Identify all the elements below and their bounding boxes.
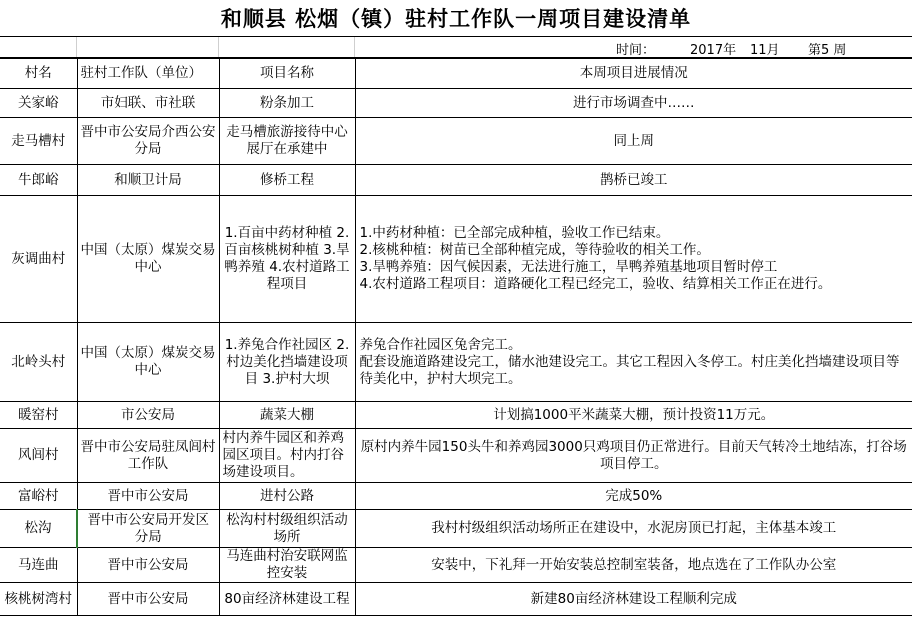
village-cell: 风闾村	[0, 429, 77, 483]
header-unit: 驻村工作队（单位）	[77, 59, 219, 89]
progress-cell: 新建80亩经济林建设工程顺利完成	[355, 583, 912, 616]
village-cell: 关家峪	[0, 89, 77, 118]
progress-cell: 安装中，下礼拜一开始安装总控制室装备，地点选在了工作队办公室	[355, 548, 912, 583]
project-cell: 粉条加工	[219, 89, 355, 118]
progress-cell: 鹊桥已竣工	[355, 165, 912, 196]
unit-cell: 和顺卫计局	[77, 165, 219, 196]
table-row	[0, 118, 912, 165]
progress-cell: 进行市场调查中……	[355, 89, 912, 118]
village-cell: 核桃树湾村	[0, 583, 77, 616]
table-row	[0, 165, 912, 196]
table-row	[0, 323, 912, 402]
village-cell: 富峪村	[0, 483, 77, 510]
project-cell: 1.百亩中药材种植 2.百亩核桃树种植 3.旱鸭养殖 4.农村道路工程项目	[219, 196, 355, 323]
progress-cell: 原村内养牛园150头牛和养鸡园3000只鸡项目仍正常进行。目前天气转冷土地结冻，打谷场项目停工。	[355, 429, 912, 483]
project-cell: 1.养兔合作社园区 2.村边美化挡墙建设项目 3.护村大坝	[219, 323, 355, 402]
table-row	[0, 402, 912, 429]
village-cell: 北岭头村	[0, 323, 77, 402]
table-row	[0, 548, 912, 583]
unit-cell: 晋中市公安局	[77, 583, 219, 616]
time-year: 2017年	[690, 43, 737, 58]
project-table	[0, 58, 912, 616]
project-cell: 松沟村村级组织活动场所	[219, 510, 355, 548]
progress-cell: 同上周	[355, 118, 912, 165]
project-cell: 村内养牛园区和养鸡园区项目。村内打谷场建设项目。	[219, 429, 355, 483]
time-month: 11月	[750, 43, 780, 58]
progress-cell: 养兔合作社园区兔舍完工。 配套设施道路建设完工，储水池建设完工。其它工程因入冬停工。村庄美化挡墙建设项目等待美化中，护村大坝完工。	[355, 323, 912, 402]
project-cell: 修桥工程	[219, 165, 355, 196]
table-row	[0, 483, 912, 510]
table-row	[0, 196, 912, 323]
unit-cell: 中国（太原）煤炭交易中心	[77, 196, 219, 323]
unit-cell: 市公安局	[77, 402, 219, 429]
unit-cell: 晋中市公安局介西公安分局	[77, 118, 219, 165]
table-row	[0, 429, 912, 483]
unit-cell: 晋中市公安局	[77, 483, 219, 510]
unit-cell: 晋中市公安局开发区分局	[77, 510, 219, 548]
header-row	[0, 59, 912, 89]
time-week: 第5 周	[808, 43, 847, 58]
sheet-title: 和顺县 松烟（镇）驻村工作队一周项目建设清单	[0, 0, 912, 37]
header-village: 村名	[0, 59, 77, 89]
village-cell: 暖窑村	[0, 402, 77, 429]
project-cell: 80亩经济林建设工程	[219, 583, 355, 616]
table-row	[0, 89, 912, 118]
header-project: 项目名称	[219, 59, 355, 89]
village-cell: 灰调曲村	[0, 196, 77, 323]
project-cell: 进村公路	[219, 483, 355, 510]
progress-cell: 我村村级组织活动场所正在建设中，水泥房顶已打起，主体基本竣工	[355, 510, 912, 548]
project-cell: 走马槽旅游接待中心展厅在承建中	[219, 118, 355, 165]
table-row	[0, 583, 912, 616]
time-line	[0, 37, 912, 58]
table-row	[0, 510, 912, 548]
unit-cell: 晋中市公安局	[77, 548, 219, 583]
time-label: 时间：	[616, 43, 656, 58]
progress-cell: 计划搞1000平米蔬菜大棚，预计投资11万元。	[355, 402, 912, 429]
project-cell: 马连曲村治安联网监控安装	[219, 548, 355, 583]
village-cell: 牛郎峪	[0, 165, 77, 196]
unit-cell: 市妇联、市社联	[77, 89, 219, 118]
project-cell: 蔬菜大棚	[219, 402, 355, 429]
progress-cell: 完成50%	[355, 483, 912, 510]
unit-cell: 中国（太原）煤炭交易中心	[77, 323, 219, 402]
village-cell: 松沟	[0, 510, 77, 548]
village-cell: 马连曲	[0, 548, 77, 583]
progress-cell: 1.中药材种植：已全部完成种植，验收工作已结束。 2.核桃种植：树苗已全部种植完成，等待验收的相关工作。 3.旱鸭养殖：因气候因素，无法进行施工，旱鸭养殖基地项目暂时停工 4.农村道路工程项目：道路硬化工程已经完工，验收、结算相关工作正在进行。	[355, 196, 912, 323]
village-cell: 走马槽村	[0, 118, 77, 165]
header-progress: 本周项目进展情况	[355, 59, 912, 89]
unit-cell: 晋中市公安局驻凤闾村工作队	[77, 429, 219, 483]
